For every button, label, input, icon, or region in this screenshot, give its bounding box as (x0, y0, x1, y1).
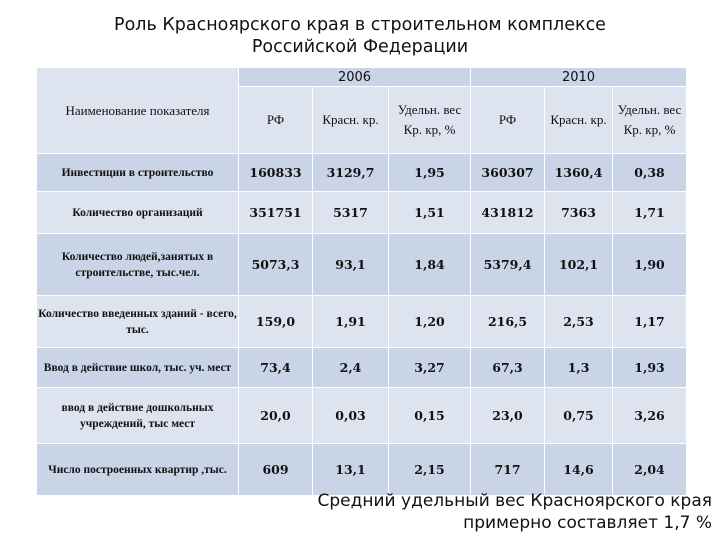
table-row (37, 192, 687, 234)
cell-value: 1,95 (389, 154, 471, 192)
cell-value: 351751 (239, 192, 313, 234)
subheader-kk-2006: Красн. кр. (313, 87, 389, 154)
row-name: Число построенных квартир ,тыс. (37, 444, 239, 496)
slide-title-line-1: Роль Красноярского края в строительном комплексе (114, 15, 606, 35)
slide-title-line-2: Российской Федерации (251, 37, 469, 57)
cell-value: 609 (239, 444, 313, 496)
cell-value: 1,90 (613, 234, 687, 296)
cell-value: 717 (471, 444, 545, 496)
cell-value: 7363 (545, 192, 613, 234)
summary-note-line-2: примерно составляет 1,7 % (463, 513, 712, 533)
subheader-share-2006: Удельн. вес Кр. кр, % (389, 87, 471, 154)
cell-value: 159,0 (239, 296, 313, 348)
cell-value: 1,93 (613, 348, 687, 388)
row-name: Инвестиции в строительство (37, 154, 239, 192)
table-row (37, 388, 687, 444)
cell-value: 1,84 (389, 234, 471, 296)
table-row (37, 234, 687, 296)
year-header-2010: 2010 (471, 68, 687, 87)
cell-value: 0,03 (313, 388, 389, 444)
cell-value: 5317 (313, 192, 389, 234)
cell-value: 5073,3 (239, 234, 313, 296)
cell-value: 1,71 (613, 192, 687, 234)
indicator-name-header: Наименование показателя (37, 68, 239, 154)
subheader-rf-2006: РФ (239, 87, 313, 154)
subheader-rf-2010: РФ (471, 87, 545, 154)
cell-value: 160833 (239, 154, 313, 192)
table-row (37, 296, 687, 348)
cell-value: 20,0 (239, 388, 313, 444)
table-row (37, 154, 687, 192)
cell-value: 1,20 (389, 296, 471, 348)
cell-value: 431812 (471, 192, 545, 234)
cell-value: 73,4 (239, 348, 313, 388)
row-name: Количество введенных зданий - всего, тыс. (37, 296, 239, 348)
cell-value: 1,51 (389, 192, 471, 234)
year-header-2006: 2006 (239, 68, 471, 87)
table-row (37, 348, 687, 388)
cell-value: 0,38 (613, 154, 687, 192)
row-name: Количество людей,занятых в строительстве, тыс.чел. (37, 234, 239, 296)
table-row (37, 444, 687, 496)
cell-value: 93,1 (313, 234, 389, 296)
cell-value: 2,04 (613, 444, 687, 496)
cell-value: 2,4 (313, 348, 389, 388)
cell-value: 102,1 (545, 234, 613, 296)
cell-value: 2,15 (389, 444, 471, 496)
cell-value: 3,27 (389, 348, 471, 388)
cell-value: 1,3 (545, 348, 613, 388)
cell-value: 14,6 (545, 444, 613, 496)
summary-note-line-1: Средний удельный вес Красноярского края (317, 491, 712, 511)
row-name: ввод в действие дошкольных учреждений, тыс мест (37, 388, 239, 444)
cell-value: 5379,4 (471, 234, 545, 296)
cell-value: 1,91 (313, 296, 389, 348)
cell-value: 216,5 (471, 296, 545, 348)
row-name: Количество организаций (37, 192, 239, 234)
cell-value: 1360,4 (545, 154, 613, 192)
cell-value: 67,3 (471, 348, 545, 388)
statistics-table (36, 67, 687, 496)
cell-value: 360307 (471, 154, 545, 192)
subheader-kk-2010: Красн. кр. (545, 87, 613, 154)
cell-value: 3129,7 (313, 154, 389, 192)
slide-title (0, 14, 720, 58)
row-name: Ввод в действие школ, тыс. уч. мест (37, 348, 239, 388)
cell-value: 3,26 (613, 388, 687, 444)
subheader-share-2010: Удельн. вес Кр. кр, % (613, 87, 687, 154)
cell-value: 0,15 (389, 388, 471, 444)
cell-value: 13,1 (313, 444, 389, 496)
cell-value: 2,53 (545, 296, 613, 348)
statistics-table-container (36, 67, 686, 496)
cell-value: 0,75 (545, 388, 613, 444)
cell-value: 1,17 (613, 296, 687, 348)
cell-value: 23,0 (471, 388, 545, 444)
summary-note (318, 490, 712, 534)
